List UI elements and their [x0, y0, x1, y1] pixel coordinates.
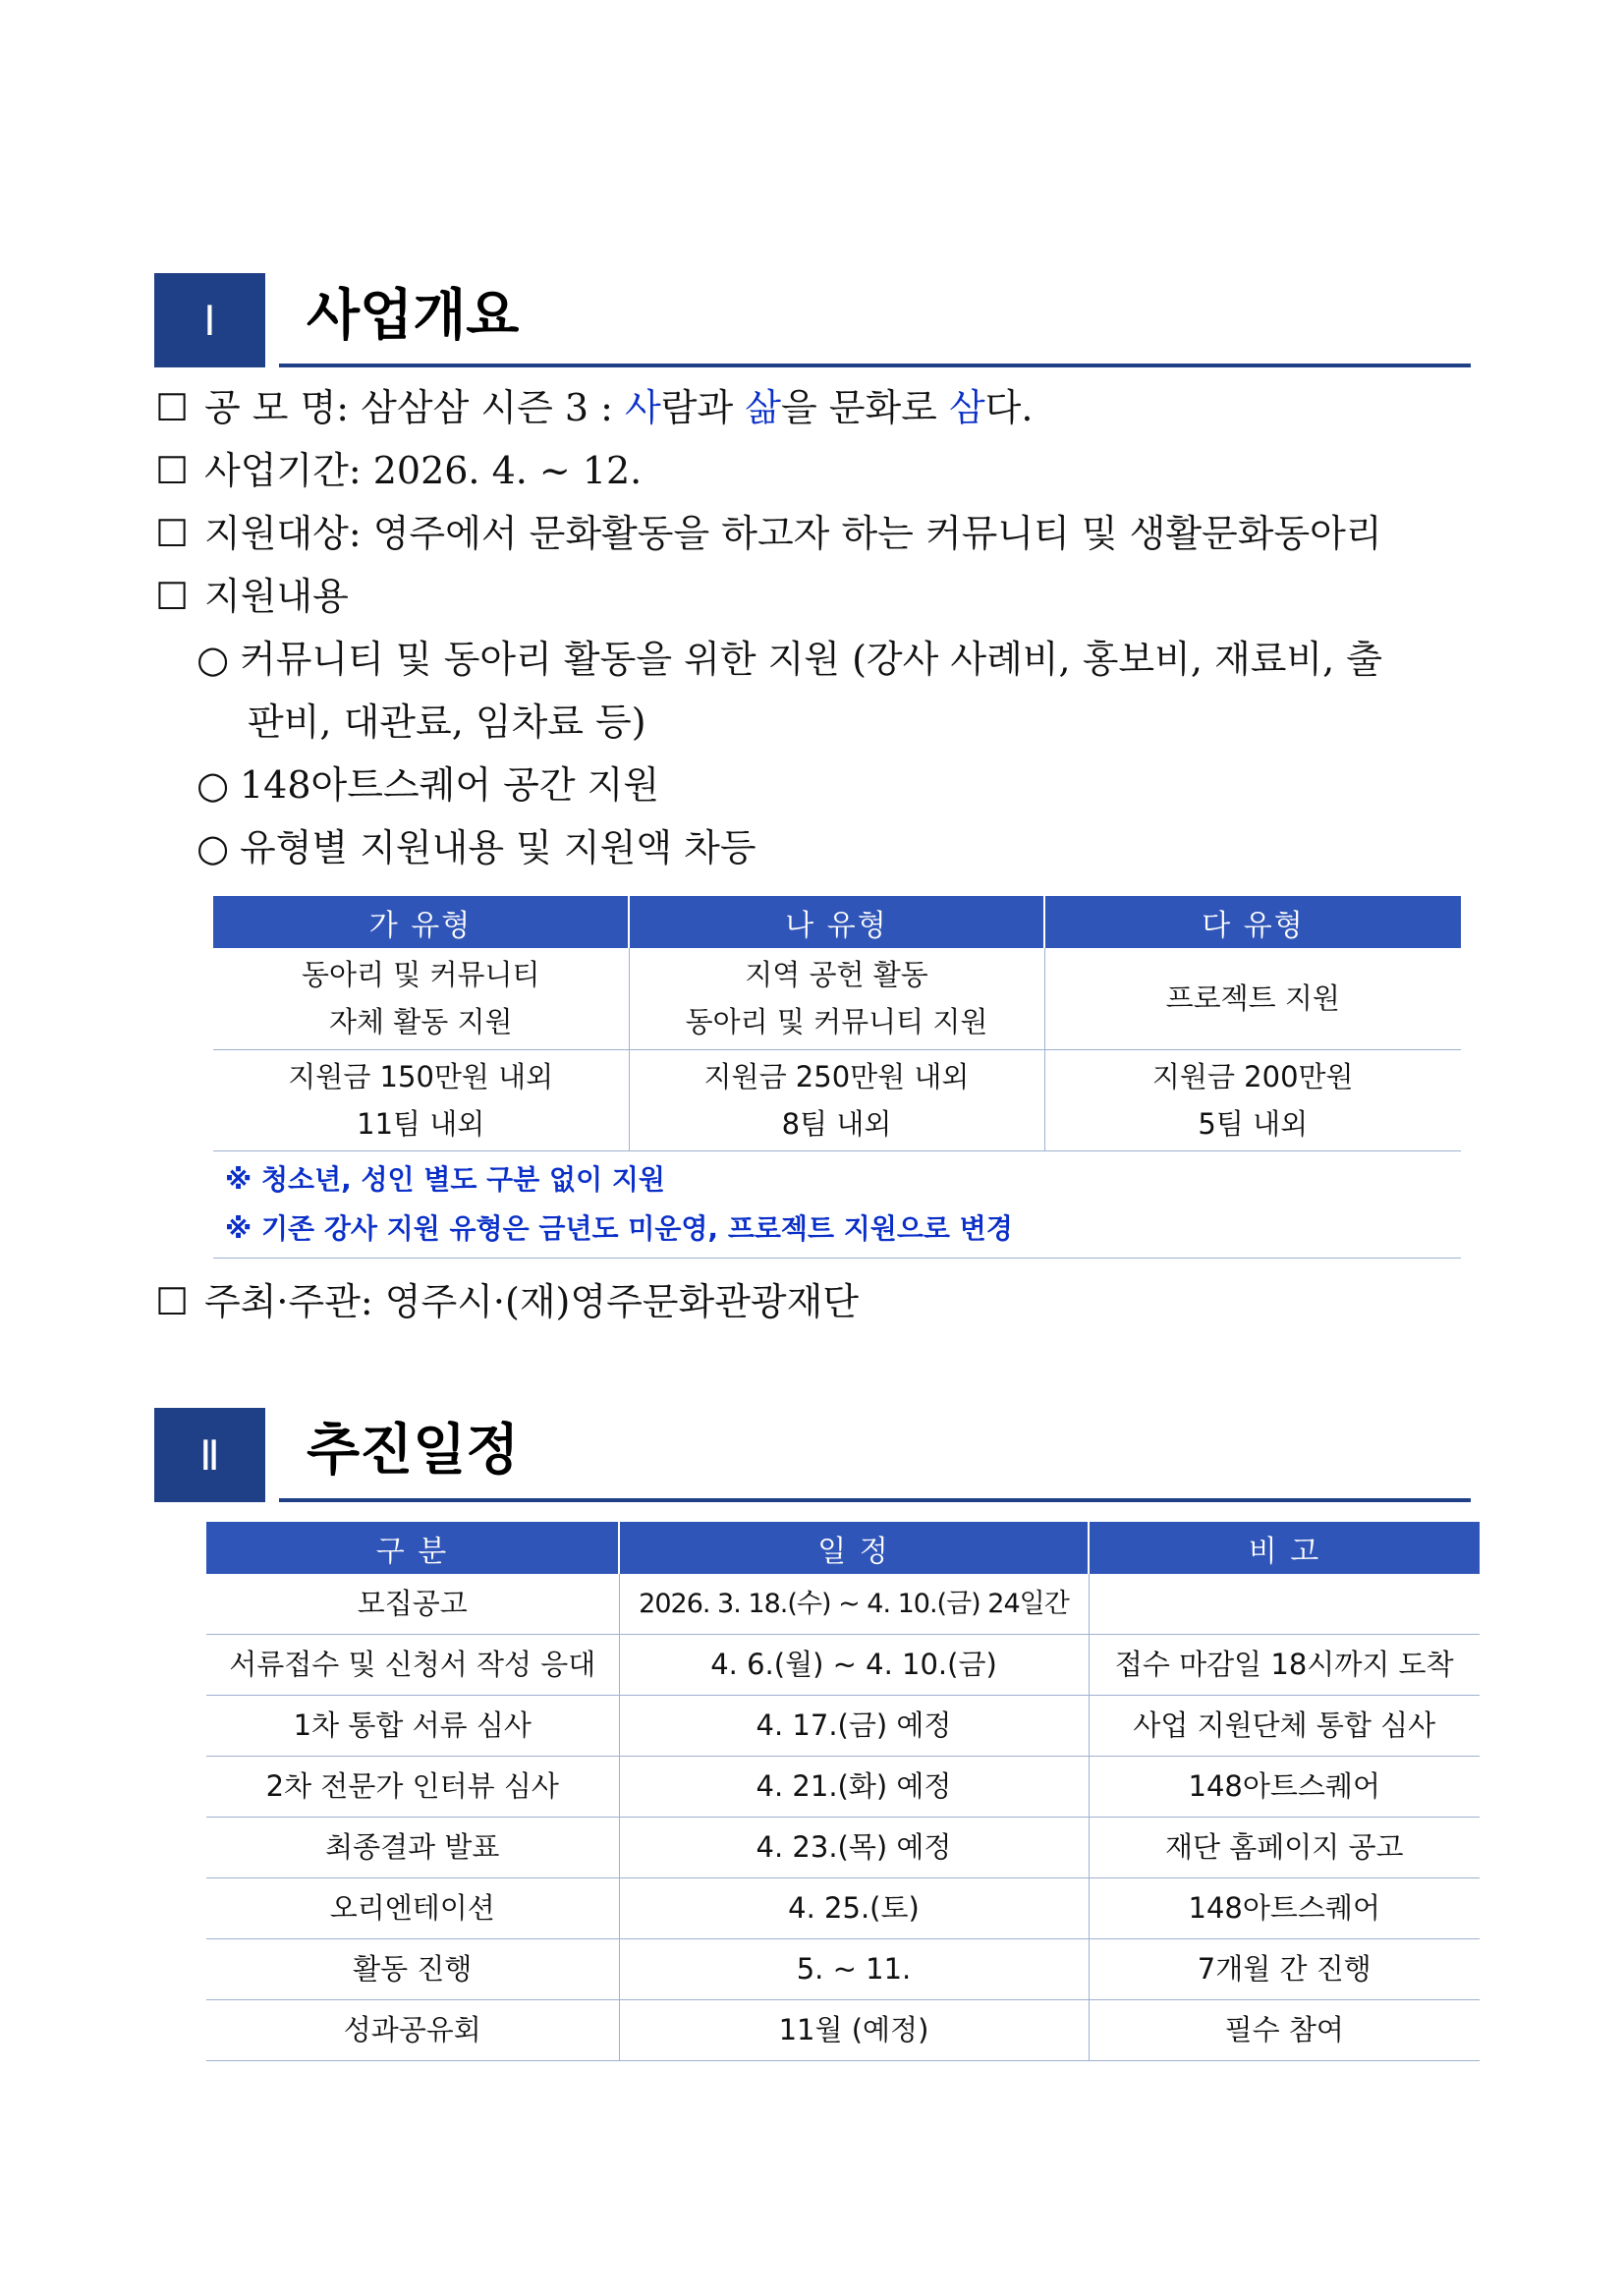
- type-cell: 지원금 250만원 내외 8팀 내외: [629, 1049, 1044, 1150]
- circle-mark: ○: [196, 638, 230, 681]
- section-2-header: [154, 1408, 1471, 1502]
- support-type-table: [213, 896, 1461, 1259]
- support-item-1: ○ 커뮤니티 및 동아리 활동을 위한 지원 (강사 사례비, 홍보비, 재료비, 출: [196, 635, 1382, 684]
- section-number: Ⅱ: [154, 1408, 265, 1502]
- content-label-line: ☐ 지원내용: [155, 572, 349, 621]
- checkbox-mark: ☐: [155, 575, 190, 618]
- section-rule: [279, 364, 1471, 367]
- table-row: 모집공고 2026. 3. 18.(수) ~ 4. 10.(금) 24일간: [206, 1574, 1480, 1635]
- table-row: 성과공유회 11월 (예정) 필수 참여: [206, 2000, 1480, 2061]
- table-row: 활동 진행 5. ~ 11. 7개월 간 진행: [206, 1939, 1480, 2000]
- table-row: 2차 전문가 인터뷰 심사 4. 21.(화) 예정 148아트스퀘어: [206, 1757, 1480, 1818]
- type-header-ga: 가 유형: [213, 896, 629, 948]
- section-number: Ⅰ: [154, 273, 265, 367]
- contest-name-line: ☐ 공 모 명: 삼삼삼 시즌 3 : 사람과 삶을 문화로 삼다.: [155, 383, 1033, 432]
- note-1: ※ 청소년, 성인 별도 구분 없이 지원: [225, 1162, 665, 1196]
- host-line: ☐ 주최·주관: 영주시·(재)영주문화관광재단: [155, 1277, 859, 1326]
- schedule-header-category: 구 분: [206, 1522, 619, 1574]
- section-title: 추진일정: [307, 1419, 520, 1483]
- section-1-header: [154, 273, 1471, 367]
- circle-mark: ○: [196, 763, 230, 807]
- type-cell: 지역 공헌 활동 동아리 및 커뮤니티 지원: [629, 948, 1044, 1049]
- support-item-1-cont: 판비, 대관료, 임차료 등): [248, 700, 646, 744]
- support-item-2: ○ 148아트스퀘어 공간 지원: [196, 760, 659, 810]
- type-cell: 지원금 200만원 5팀 내외: [1044, 1049, 1461, 1150]
- checkbox-mark: ☐: [155, 449, 190, 492]
- checkbox-mark: ☐: [155, 512, 190, 555]
- table-row: 최종결과 발표 4. 23.(목) 예정 재단 홈페이지 공고: [206, 1818, 1480, 1878]
- support-item-3: ○ 유형별 지원내용 및 지원액 차등: [196, 823, 756, 872]
- period-line: ☐ 사업기간: 2026. 4. ~ 12.: [155, 446, 642, 495]
- section-rule: [279, 1498, 1471, 1502]
- type-header-na: 나 유형: [629, 896, 1044, 948]
- type-header-da: 다 유형: [1044, 896, 1461, 948]
- schedule-table: [206, 1522, 1480, 2061]
- checkbox-mark: ☐: [155, 386, 190, 429]
- table-row: 1차 통합 서류 심사 4. 17.(금) 예정 사업 지원단체 통합 심사: [206, 1696, 1480, 1757]
- schedule-header-date: 일 정: [619, 1522, 1089, 1574]
- section-title: 사업개요: [307, 284, 520, 348]
- table-row: 오리엔테이션 4. 25.(토) 148아트스퀘어: [206, 1878, 1480, 1939]
- type-cell: 지원금 150만원 내외 11팀 내외: [213, 1049, 629, 1150]
- target-line: ☐ 지원대상: 영주에서 문화활동을 하고자 하는 커뮤니티 및 생활문화동아리: [155, 509, 1382, 558]
- note-2: ※ 기존 강사 지원 유형은 금년도 미운영, 프로젝트 지원으로 변경: [225, 1211, 1013, 1245]
- circle-mark: ○: [196, 826, 230, 869]
- schedule-header-note: 비 고: [1089, 1522, 1480, 1574]
- table-row: 서류접수 및 신청서 작성 응대 4. 6.(월) ~ 4. 10.(금) 접수 마감일 18시까지 도착: [206, 1635, 1480, 1696]
- type-cell: 프로젝트 지원: [1044, 948, 1461, 1049]
- notes-cell: [213, 1150, 1461, 1258]
- checkbox-mark: ☐: [155, 1280, 190, 1323]
- type-cell: 동아리 및 커뮤니티 자체 활동 지원: [213, 948, 629, 1049]
